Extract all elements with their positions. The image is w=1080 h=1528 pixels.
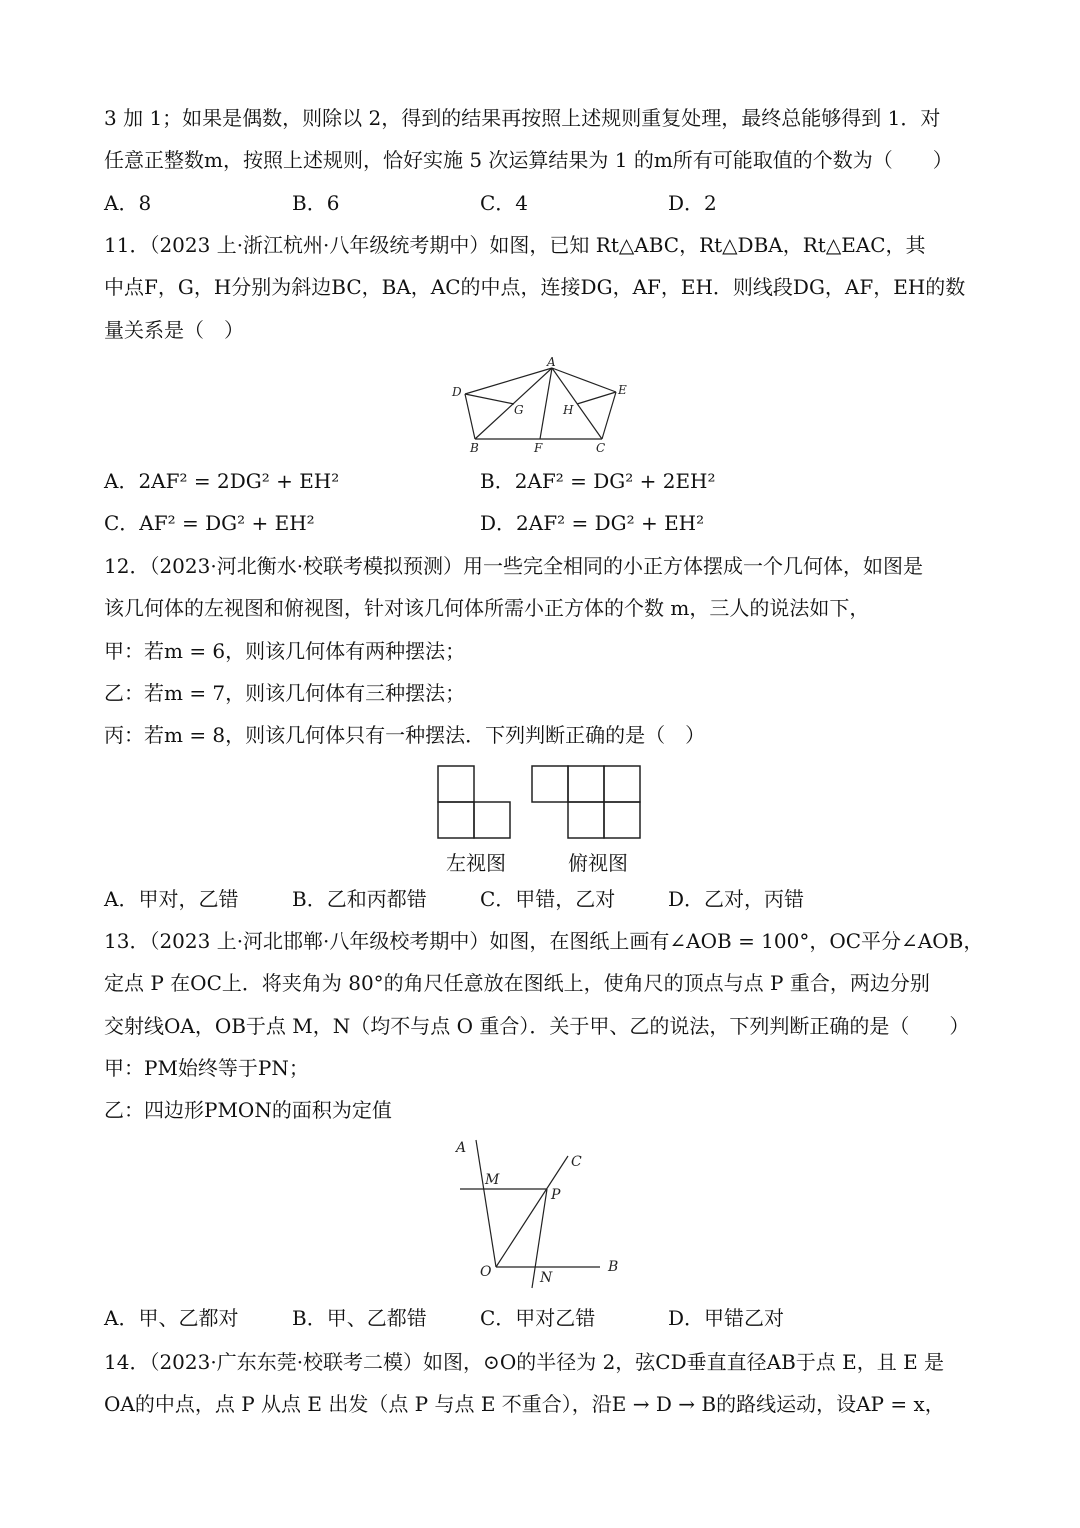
q13-label-n: N: [540, 1270, 553, 1286]
q11-label-e: E: [618, 383, 627, 397]
q10-line1: 3 加 1；如果是偶数，则除以 2，得到的结果再按照上述规则重复处理，最终总能够得到 1．对: [104, 106, 941, 130]
q14-line2: OA的中点，点 P 从点 E 出发（点 P 与点 E 不重合），沿E → D → B的路线运动，设AP = x，: [104, 1392, 945, 1416]
q13-line1: 13．（2023 上·河北邯郸·八年级校考期中）如图，在图纸上画有∠AOB = 100°，OC平分∠AOB，: [104, 929, 984, 953]
q12-views-figure: [432, 760, 652, 846]
q13-label-a: A: [456, 1140, 467, 1156]
q13-option-d: D．甲错乙对: [668, 1306, 785, 1330]
q10-option-a: A．8: [104, 191, 152, 215]
q13-line5: 乙：四边形PMON的面积为定值: [104, 1098, 392, 1122]
q11-label-b: B: [470, 441, 479, 455]
q12-caption-top-view: 俯视图: [568, 851, 628, 875]
q14-line1: 14．（2023·广东东莞·校联考二模）如图，⊙O的半径为 2，弦CD垂直直径AB于点 E，且 E 是: [104, 1350, 945, 1374]
q11-option-b: B．2AF² = DG² + 2EH²: [480, 469, 716, 493]
q12-option-d: D．乙对，丙错: [668, 887, 805, 911]
q11-label-h: H: [563, 403, 574, 417]
q13-label-o: O: [480, 1264, 492, 1280]
q13-line3: 交射线OA，OB于点 M，N（均不与点 O 重合）．关于甲、乙的说法，下列判断正确的是（ ）: [104, 1014, 970, 1038]
q11-line2: 中点F，G，H分别为斜边BC，BA，AC的中点，连接DG，AF，EH．则线段DG，AF，EH的数: [104, 275, 966, 299]
q12-line2: 该几何体的左视图和俯视图，针对该几何体所需小正方体的个数 m，三人的说法如下，: [104, 596, 870, 620]
q10-option-b: B．6: [292, 191, 340, 215]
q13-line2: 定点 P 在OC上．将夹角为 80°的角尺任意放在图纸上，使角尺的顶点与点 P 重合，两边分别: [104, 971, 930, 995]
q12-line4: 乙：若m = 7，则该几何体有三种摆法；: [104, 681, 466, 705]
q11-label-a: A: [547, 356, 556, 369]
q11-option-a: A．2AF² = 2DG² + EH²: [104, 469, 340, 493]
q13-option-c: C．甲对乙错: [480, 1306, 596, 1330]
q11-option-d: D．2AF² = DG² + EH²: [480, 511, 705, 535]
q11-label-d: D: [452, 385, 462, 399]
q11-line1: 11．（2023 上·浙江杭州·八年级统考期中）如图，已知 Rt△ABC，Rt△DBA，Rt△EAC，其: [104, 233, 926, 257]
q12-option-c: C．甲错，乙对: [480, 887, 616, 911]
q13-figure: [450, 1136, 640, 1296]
q12-line5: 丙：若m = 8，则该几何体只有一种摆法．下列判断正确的是（ ）: [104, 723, 706, 747]
q10-option-c: C．4: [480, 191, 529, 215]
q13-label-c: C: [571, 1154, 582, 1170]
q11-figure: [440, 356, 640, 456]
q11-line3: 量关系是（ ）: [104, 318, 244, 342]
q13-label-p: P: [551, 1187, 561, 1203]
q11-label-c: C: [596, 441, 606, 455]
q12-option-a: A．甲对，乙错: [104, 887, 239, 911]
q13-option-a: A．甲、乙都对: [104, 1306, 239, 1330]
q13-line4: 甲：PM始终等于PN；: [104, 1056, 309, 1080]
q10-option-d: D．2: [668, 191, 717, 215]
q11-label-g: G: [514, 403, 524, 417]
q11-label-f: F: [534, 441, 543, 455]
q11-option-c: C．AF² = DG² + EH²: [104, 511, 315, 535]
q13-option-b: B．甲、乙都错: [292, 1306, 427, 1330]
q10-line2: 任意正整数m，按照上述规则，恰好实施 5 次运算结果为 1 的m所有可能取值的个数为（ ）: [104, 148, 953, 172]
q13-label-b: B: [608, 1259, 619, 1275]
q12-option-b: B．乙和丙都错: [292, 887, 427, 911]
q12-line1: 12．（2023·河北衡水·校联考模拟预测）用一些完全相同的小正方体摆成一个几何体，如图是: [104, 554, 924, 578]
q13-label-m: M: [485, 1172, 500, 1188]
q12-line3: 甲：若m = 6，则该几何体有两种摆法；: [104, 639, 466, 663]
q12-caption-left-view: 左视图: [446, 851, 506, 875]
